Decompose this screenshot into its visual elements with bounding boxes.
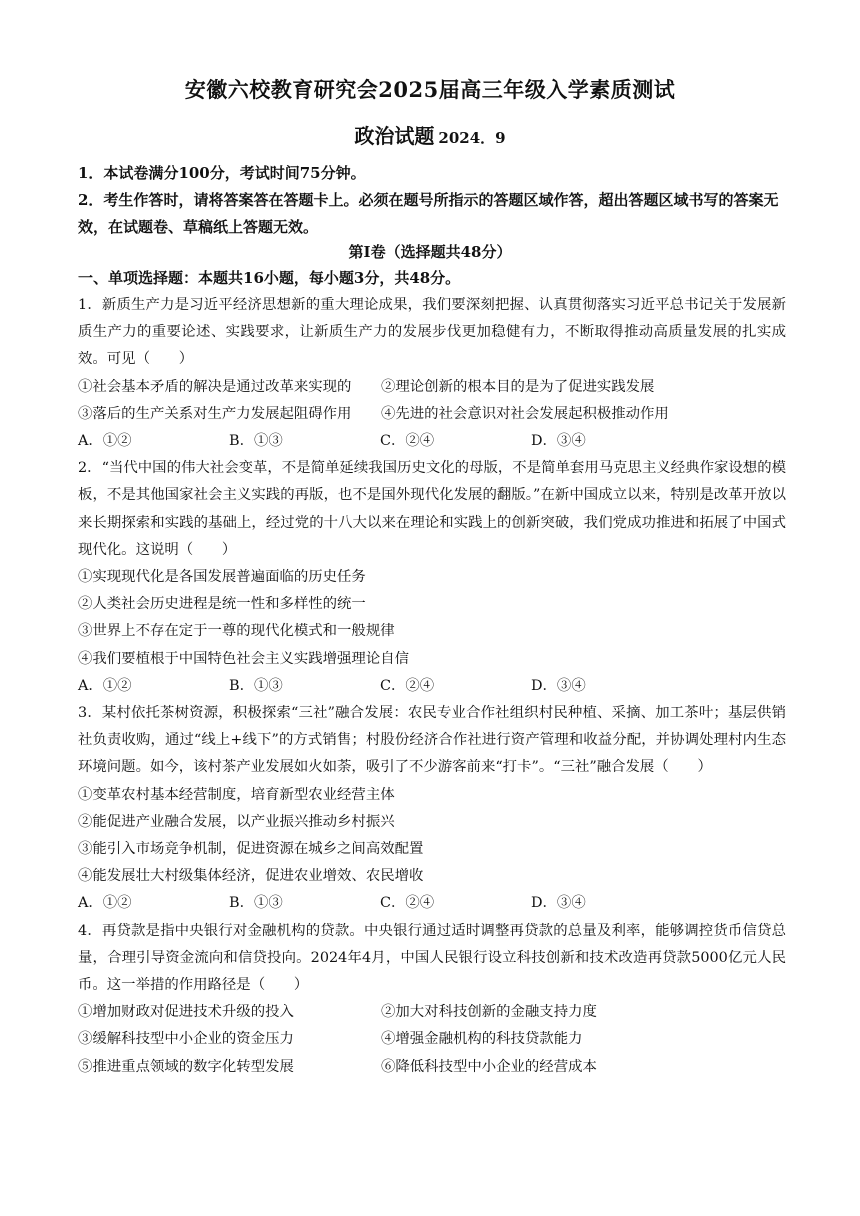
option-row (78, 401, 786, 428)
option-item: ③落后的生产关系对生产力发展起阻碍作用 (78, 405, 352, 422)
answer-choice-c[interactable]: C．②④ (380, 677, 435, 694)
option-item: ②人类社会历史进程是统一性和多样性的统一 (78, 596, 366, 613)
question-stem: 4．再贷款是指中央银行对金融机构的贷款。中央银行通过适时调整再贷款的总量及利率，能够调控货币信贷总量，合理引导资金流向和信贷投向。2024年4月，中国人民银行设立科技创新和技术改造再贷款5000亿元人民币。这一举措的作用路径是（ ） (78, 922, 786, 994)
option-row (78, 1026, 786, 1053)
option-item: ⑥降低科技型中小企业的经营成本 (381, 1058, 597, 1075)
option-item: ④先进的社会意识对社会发展起积极推动作用 (381, 405, 669, 422)
answer-choice-b[interactable]: B．①③ (229, 895, 283, 912)
option-item: ④我们要植根于中国特色社会主义实践增强理论自信 (78, 650, 409, 667)
question-4 (78, 918, 786, 1081)
exam-instructions (78, 160, 790, 241)
option-row (78, 999, 786, 1026)
option-item: ①增加财政对促进技术升级的投入 (78, 1004, 294, 1021)
option-item: ③世界上不存在定于一尊的现代化模式和一般规律 (78, 623, 395, 640)
answer-choices (78, 890, 786, 917)
question-stem: 1．新质生产力是习近平经济思想新的重大理论成果，我们要深刻把握、认真贯彻落实习近平总书记关于发展新质生产力的重要论述、实践要求，让新质生产力的发展步伐更加稳健有力，不断取得推动高质量发展的扎实成效。可见（ ） (78, 297, 786, 368)
exam-title: 安徽六校教育研究会2025届高三年级入学素质测试 (184, 77, 676, 102)
answer-choices (78, 673, 786, 700)
answer-choice-c[interactable]: C．②④ (380, 433, 435, 450)
answer-choice-b[interactable]: B．①③ (229, 677, 283, 694)
option-item: ①变革农村基本经营制度，培育新型农业经营主体 (78, 786, 395, 803)
answer-choice-b[interactable]: B．①③ (229, 433, 283, 450)
answer-choices (78, 428, 786, 455)
section-heading: 一、单项选择题：本题共16小题，每小题3分，共48分。 (78, 269, 461, 287)
questions-body (78, 292, 786, 1081)
question-stem: 3．某村依托茶树资源，积极探索“三社”融合发展：农民专业合作社组织村民种植、采摘、加工茶叶；基层供销社负责收购，通过“线上+线下”的方式销售；村股份经济合作社进行资产管理和收益分配，并协调处理村内生态环境问题。如今，该村茶产业发展如火如荼，吸引了不少游客前来“打卡”。“三社”融合发展（ ） (78, 705, 786, 776)
answer-choice-a[interactable]: A．①② (78, 433, 132, 450)
question-3 (78, 700, 786, 918)
answer-choice-c[interactable]: C．②④ (380, 895, 435, 912)
answer-choice-a[interactable]: A．①② (78, 895, 132, 912)
option-item: ③缓解科技型中小企业的资金压力 (78, 1031, 294, 1048)
exam-subtitle (0, 120, 860, 149)
option-item: ④能发展壮大村级集体经济，促进农业增效、农民增收 (78, 868, 424, 885)
question-stem: 2．“当代中国的伟大社会变革，不是简单延续我国历史文化的母版，不是简单套用马克思主义经典作家设想的模板，不是其他国家社会主义实践的再版，也不是国外现代化发展的翻版。”在新中国成立以来，特别是改革开放以来长期探索和实践的基础上，经过党的十八大以来在理论和实践上的创新突破，我们党成功推进和拓展了中国式现代化。这说明（ ） (78, 460, 786, 558)
question-2 (78, 455, 786, 700)
option-item: ④增强金融机构的科技贷款能力 (381, 1031, 583, 1048)
answer-choice-d[interactable]: D．③④ (531, 895, 586, 912)
answer-choice-a[interactable]: A．①② (78, 677, 132, 694)
option-item: ②能促进产业融合发展，以产业振兴推动乡村振兴 (78, 813, 395, 830)
section-title: 第Ⅰ卷（选择题共48分） (348, 243, 512, 261)
question-1 (78, 292, 786, 455)
exam-date: 2024．9 (438, 129, 506, 147)
option-item: ②加大对科技创新的金融支持力度 (381, 1004, 597, 1021)
answer-choice-d[interactable]: D．③④ (531, 433, 586, 450)
instruction-item: 1．本试卷满分100分，考试时间75分钟。 (78, 164, 366, 182)
option-item: ⑤推进重点领域的数字化转型发展 (78, 1058, 294, 1075)
option-row (78, 374, 786, 401)
option-item: ①社会基本矛盾的解决是通过改革来实现的 (78, 378, 352, 395)
instruction-item: 2．考生作答时，请将答案答在答题卡上。必须在题号所指示的答题区域作答，超出答题区域书写的答案无效，在试题卷、草稿纸上答题无效。 (78, 191, 779, 236)
option-item: ②理论创新的根本目的是为了促进实践发展 (381, 378, 655, 395)
answer-choice-d[interactable]: D．③④ (531, 677, 586, 694)
option-row (78, 1054, 786, 1081)
subject-title: 政治试题 (354, 124, 435, 148)
option-item: ③能引入市场竞争机制，促进资源在城乡之间高效配置 (78, 841, 424, 858)
option-item: ①实现现代化是各国发展普遍面临的历史任务 (78, 569, 366, 586)
